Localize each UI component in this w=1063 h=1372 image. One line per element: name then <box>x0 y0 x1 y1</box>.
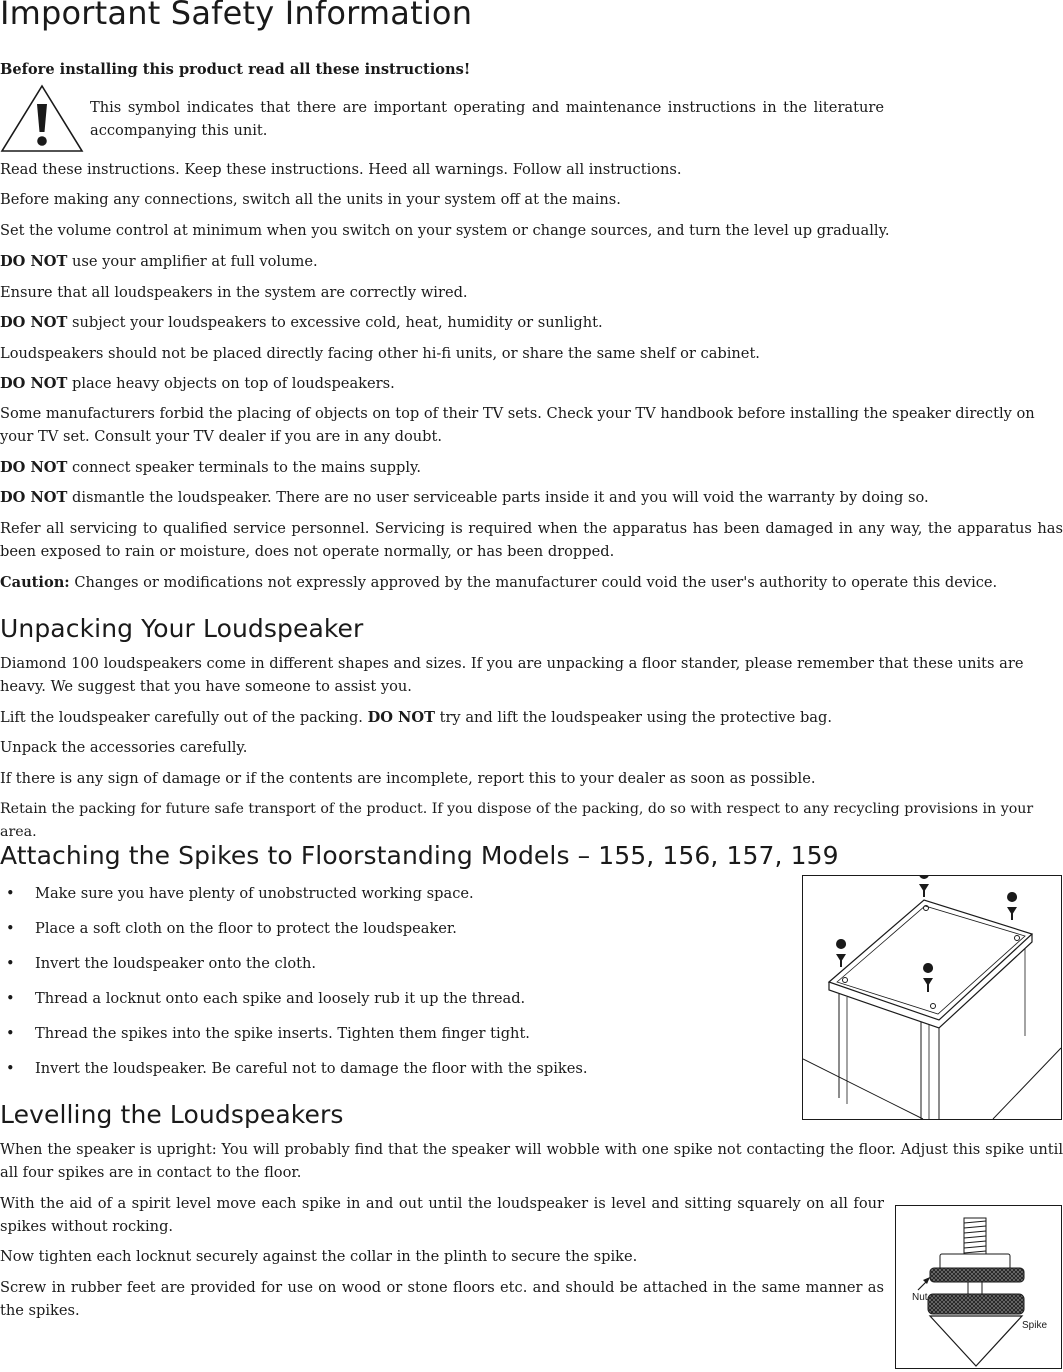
list-item <box>0 952 700 987</box>
intro-heading: Before installing this product read all these instructions! <box>0 61 471 78</box>
list-item <box>0 987 700 1022</box>
safety-p12: Refer all servicing to qualified service personnel. Servicing is required when the apparatus has been damaged in any way, the apparatus has been exposed to rain or moisture, does not operate normally, or has been dropped. <box>0 520 1063 560</box>
list-item <box>0 882 700 917</box>
levelling-p3: Now tighten each locknut securely against the collar in the plinth to secure the spike. <box>0 1248 638 1265</box>
safety-p4-text: use your amplifier at full volume. <box>67 253 318 270</box>
do-not-label: DO NOT <box>0 375 68 392</box>
unpacking-p5: Retain the packing for future safe transport of the product. If you dispose of the packing, do so with respect to any recycling provisions in your area. <box>0 801 1034 840</box>
safety-p8-text: place heavy objects on top of loudspeakers. <box>67 375 395 392</box>
speaker-spikes-illustration <box>803 876 1061 1119</box>
do-not-label: DO NOT <box>0 253 68 270</box>
spike-label: Spike <box>1022 1320 1048 1331</box>
step-text: Make sure you have plenty of unobstructed working space. <box>35 885 474 902</box>
nut-label: Nut <box>912 1292 928 1303</box>
step-text: Thread the spikes into the spike inserts. Tighten them finger tight. <box>35 1025 530 1042</box>
caution-text: Changes or modifications not expressly approved by the manufacturer could void the user's authority to operate this device. <box>69 574 998 591</box>
list-item <box>0 1022 700 1057</box>
step-text: Place a soft cloth on the floor to protect the loudspeaker. <box>35 920 457 937</box>
do-not-label: DO NOT <box>0 459 68 476</box>
levelling-p1: When the speaker is upright: You will probably find that the speaker will wobble with one spike not contacting the floor. Adjust this spike until all four spikes are in contact to the floor. <box>0 1141 1063 1181</box>
unpacking-p2-c: try and lift the loudspeaker using the protective bag. <box>434 709 832 726</box>
unpacking-p4: If there is any sign of damage or if the contents are incomplete, report this to your dealer as soon as possible. <box>0 770 816 787</box>
bullet: • <box>6 885 15 902</box>
do-not-label: DO NOT <box>0 314 68 331</box>
safety-p6 <box>0 311 603 334</box>
inverted-speaker-figure <box>802 875 1062 1120</box>
step-text: Invert the loudspeaker. Be careful not to damage the floor with the spikes. <box>35 1060 588 1077</box>
safety-p3: Set the volume control at minimum when you switch on your system or change sources, and turn the level up gradually. <box>0 222 890 239</box>
safety-p8 <box>0 372 395 395</box>
safety-p11-text: dismantle the loudspeaker. There are no user serviceable parts inside it and you will void the warranty by doing so. <box>67 489 929 506</box>
caution-note <box>0 571 997 594</box>
do-not-label: DO NOT <box>367 709 435 726</box>
spikes-steps-list <box>0 882 700 1092</box>
list-item <box>0 917 700 952</box>
unpacking-p2-a: Lift the loudspeaker carefully out of the packing. <box>0 709 368 726</box>
bullet: • <box>6 990 15 1007</box>
safety-p4 <box>0 250 318 273</box>
page-title: Important Safety Information <box>0 0 473 32</box>
levelling-heading: Levelling the Loudspeakers <box>0 1100 344 1129</box>
step-text: Thread a locknut onto each spike and loosely rub it up the thread. <box>35 990 526 1007</box>
caution-label: Caution: <box>0 574 70 591</box>
safety-p11 <box>0 486 929 509</box>
safety-p5: Ensure that all loudspeakers in the system are correctly wired. <box>0 284 468 301</box>
bullet: • <box>6 1060 15 1077</box>
levelling-p4: Screw in rubber feet are provided for use on wood or stone floors etc. and should be attached in the same manner as the spikes. <box>0 1279 884 1319</box>
symbol-note: This symbol indicates that there are important operating and maintenance instructions in the literature accompanying this unit. <box>90 99 884 139</box>
safety-p9: Some manufacturers forbid the placing of objects on top of their TV sets. Check your TV handbook before installing the speaker directly on your TV set. Consult your TV dealer if you are in any doubt. <box>0 405 1035 445</box>
warning-triangle-icon <box>0 84 84 154</box>
do-not-label: DO NOT <box>0 489 68 506</box>
nut-spike-illustration <box>896 1206 1061 1368</box>
safety-p7: Loudspeakers should not be placed directly facing other hi-fi units, or share the same shelf or cabinet. <box>0 345 760 362</box>
unpacking-p1: Diamond 100 loudspeakers come in different shapes and sizes. If you are unpacking a floor stander, please remember that these units are heavy. We suggest that you have someone to assist you. <box>0 655 1024 695</box>
step-text: Invert the loudspeaker onto the cloth. <box>35 955 317 972</box>
bullet: • <box>6 955 15 972</box>
safety-p10-text: connect speaker terminals to the mains supply. <box>67 459 421 476</box>
safety-p1: Read these instructions. Keep these instructions. Heed all warnings. Follow all instructions. <box>0 161 682 178</box>
unpacking-p3: Unpack the accessories carefully. <box>0 739 248 756</box>
safety-p2: Before making any connections, switch all the units in your system off at the mains. <box>0 191 621 208</box>
list-item <box>0 1057 700 1092</box>
safety-p6-text: subject your loudspeakers to excessive cold, heat, humidity or sunlight. <box>67 314 603 331</box>
bullet: • <box>6 1025 15 1042</box>
levelling-p2: With the aid of a spirit level move each spike in and out until the loudspeaker is level and sitting squarely on all four spikes without rocking. <box>0 1195 884 1235</box>
bullet: • <box>6 920 15 937</box>
safety-p10 <box>0 456 421 479</box>
nut-spike-figure <box>895 1205 1062 1369</box>
unpacking-p2 <box>0 706 832 729</box>
unpacking-heading: Unpacking Your Loudspeaker <box>0 614 364 643</box>
spikes-heading: Attaching the Spikes to Floorstanding Models – 155, 156, 157, 159 <box>0 841 839 870</box>
